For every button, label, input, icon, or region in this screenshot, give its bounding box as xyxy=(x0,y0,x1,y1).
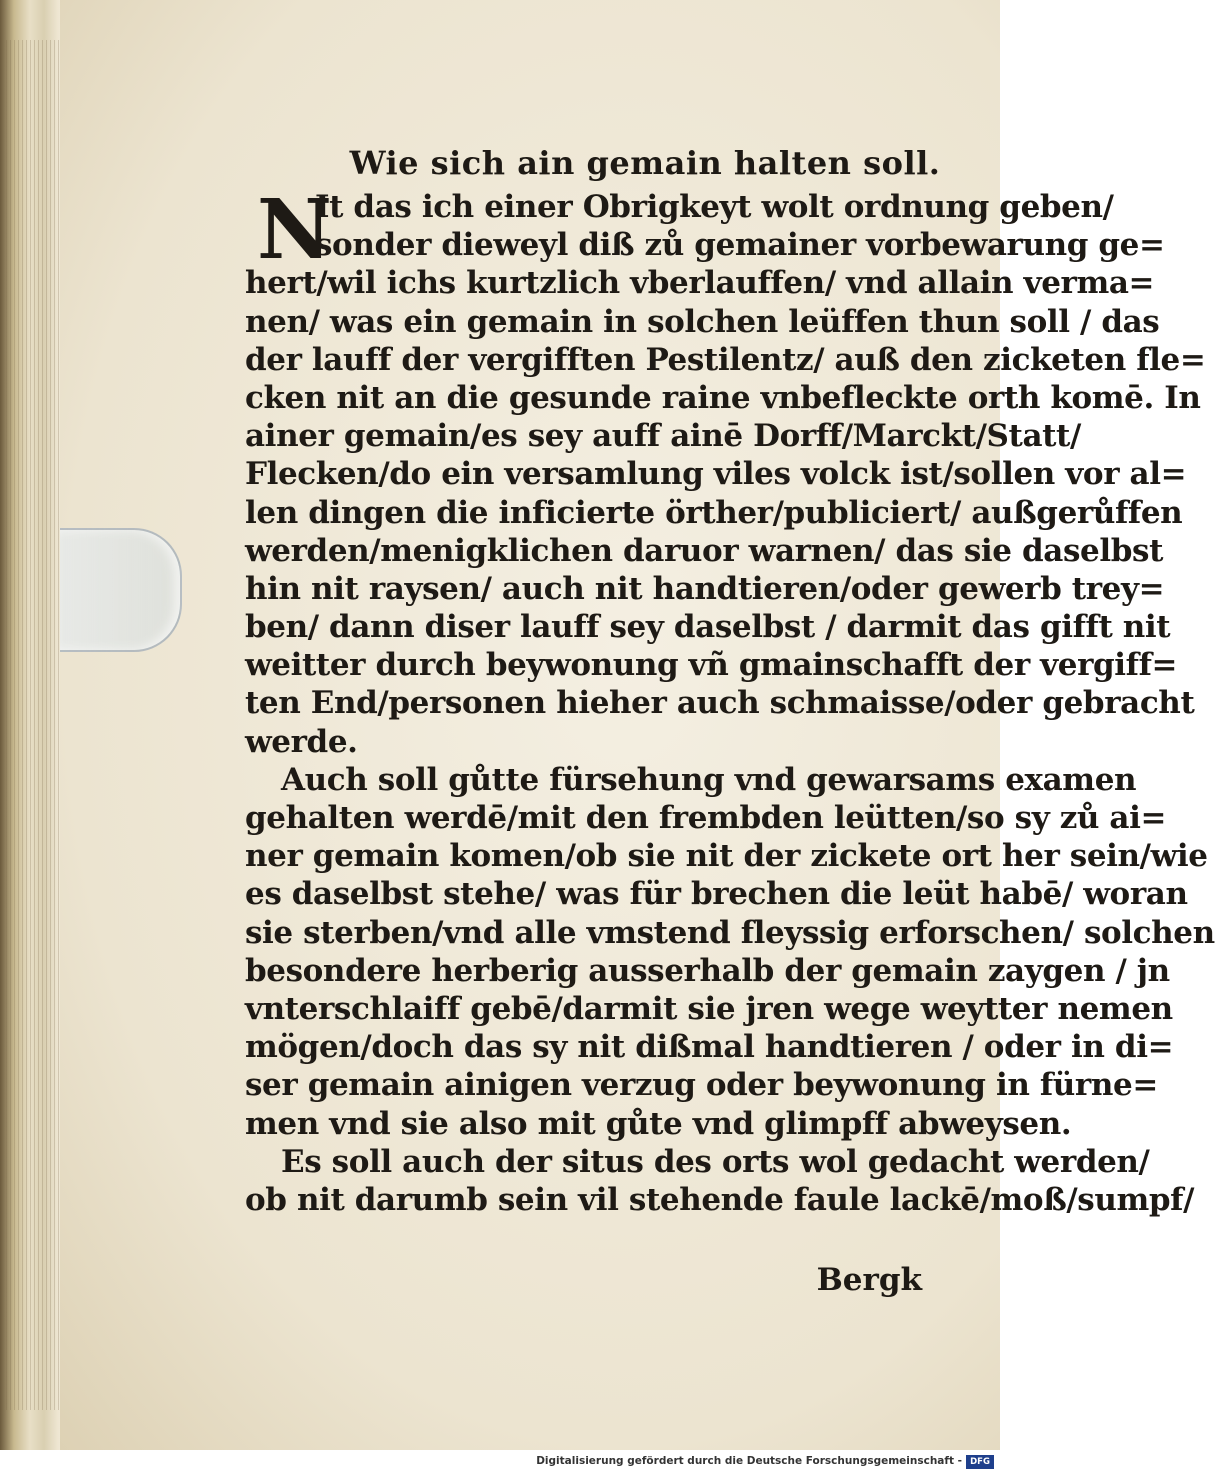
text-line: der lauff der vergifften Pestilentz/ auß den zicketen fle= xyxy=(245,341,1206,378)
paragraph-1 xyxy=(245,182,1206,761)
text-line: ser gemain ainigen verzug oder beywonung in fürne= xyxy=(245,1067,1158,1104)
paragraph-2 xyxy=(245,761,1215,1143)
dfg-logo: DFG xyxy=(966,1455,994,1469)
text-line: mögen/doch das sy nit dißmal handtieren / oder in di= xyxy=(245,1029,1174,1066)
text-line: ben/ dann diser lauff sey daselbst / darmit das gifft nit xyxy=(245,609,1171,646)
paragraph-3 xyxy=(245,1143,1194,1219)
text-line: men vnd sie also mit gůte vnd glimpff abweysen. xyxy=(245,1105,1072,1142)
text-line: vnterschlaiff gebē/darmit sie jren wege weytter nemen xyxy=(245,990,1173,1027)
text-line: cken nit an die gesunde raine vnbefleckte orth komē. In xyxy=(245,379,1201,416)
drop-initial: N xyxy=(257,182,332,278)
text-line: gehalten werdē/mit den frembden leütten/so sy zů ai= xyxy=(245,800,1167,836)
text-line: len dingen die inficierte örther/publiciert/ außgerůffen xyxy=(245,494,1183,531)
page-stack-lines xyxy=(6,40,62,1410)
text-line: Auch soll gůtte fürsehung vnd gewarsams examen xyxy=(281,761,1137,798)
text-line: It das ich einer Obrigkeyt wolt ordnung geben/ xyxy=(315,189,1114,225)
text-block xyxy=(245,138,1215,1219)
text-line: nen/ was ein gemain in solchen leüffen thun soll / das xyxy=(245,303,1160,340)
text-line: sonder dieweyl diß zů gemainer vorbewarung ge= xyxy=(315,227,1165,264)
text-line: werde. xyxy=(245,723,358,760)
text-line: ob nit darumb sein vil stehende faule lackē/moß/sumpf/ xyxy=(245,1181,1194,1218)
text-line: Flecken/do ein versamlung viles volck ist/sollen vor al= xyxy=(245,456,1187,493)
catchword: Bergk xyxy=(816,1262,922,1298)
text-line: besondere herberig ausserhalb der gemain zaygen / jn xyxy=(245,952,1170,989)
text-line: sie sterben/vnd alle vmstend fleyssig erforschen/ solchen xyxy=(245,914,1215,951)
page-clip xyxy=(60,528,182,652)
text-line: weitter durch beywonung vñ gmainschafft der vergiff= xyxy=(245,647,1178,684)
text-line: ainer gemain/es sey auff ainē Dorff/Marckt/Statt/ xyxy=(245,418,1081,455)
page-heading: Wie sich ain gemain halten soll. xyxy=(349,144,941,182)
text-line: hin nit raysen/ auch nit handtieren/oder gewerb trey= xyxy=(245,570,1165,607)
text-line: Es soll auch der situs des orts wol gedacht werden/ xyxy=(281,1143,1150,1180)
text-line: ten End/personen hieher auch schmaisse/oder gebracht xyxy=(245,685,1195,722)
text-line: hert/wil ichs kurtzlich vberlauffen/ vnd allain verma= xyxy=(245,265,1155,302)
book-page xyxy=(60,0,1215,1450)
text-line: werden/menigklichen daruor warnen/ das sie daselbst xyxy=(245,532,1163,569)
footer-credit-text: Digitalisierung gefördert durch die Deutsche Forschungsgemeinschaft - xyxy=(536,1455,962,1467)
digitization-footer xyxy=(0,1452,1000,1473)
text-line: es daselbst stehe/ was für brechen die leüt habē/ woran xyxy=(245,876,1188,913)
text-line: ner gemain komen/ob sie nit der zickete ort her sein/wie xyxy=(245,838,1208,875)
